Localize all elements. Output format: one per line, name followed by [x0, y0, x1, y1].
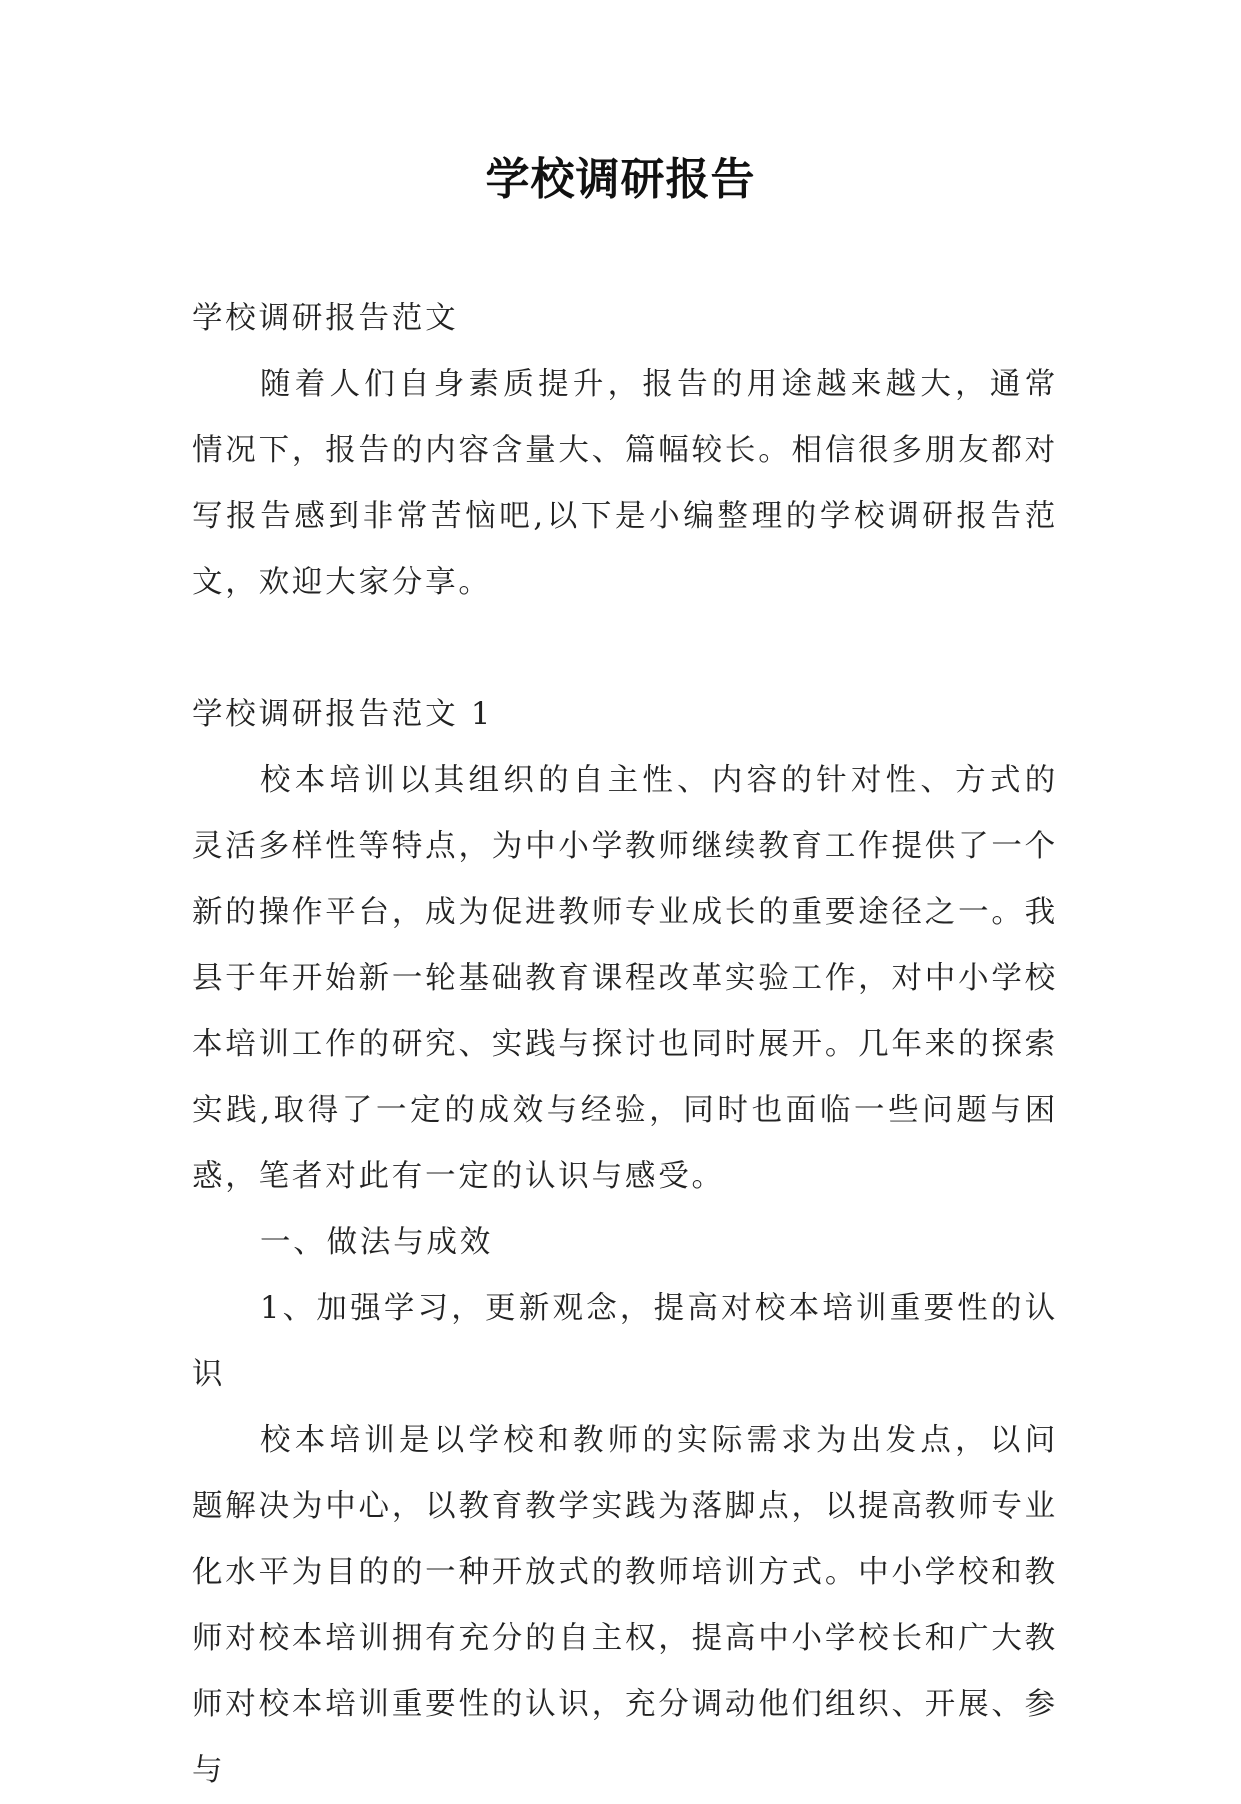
section-heading: 学校调研报告范文 1 [192, 697, 494, 732]
document-title: 学校调研报告 [485, 154, 756, 205]
subheading-paragraph: 一、做法与成效 [260, 1225, 494, 1260]
body-paragraph: 校本培训以其组织的自主性、内容的针对性、方式的灵活多样性等特点，为中小学教师继续教育工作提供了一个新的操作平台，成为促进教师专业成长的重要途径之一。我县于年开始新一轮基础教育课程改革实验工作，对中小学校本培训工作的研究、实践与探讨也同时展开。几年来的探索实践,取得了一定的成效与经验，同时也面临一些问题与困惑，笔者对此有一定的认识与感受。 [192, 763, 1058, 1194]
subtitle-paragraph: 学校调研报告范文 [192, 301, 459, 336]
body-paragraph: 校本培训是以学校和教师的实际需求为出发点，以问题解决为中心，以教育教学实践为落脚点，以提高教师专业化水平为目的的一种开放式的教师培训方式。中小学校和教师对校本培训拥有充分的自主权，提高中小学校长和广大教师对校本培训重要性的认识，充分调动他们组织、开展、参与 [192, 1423, 1058, 1788]
numbered-paragraph: 1、加强学习，更新观念，提高对校本培训重要性的认识 [192, 1291, 1058, 1392]
intro-paragraph: 随着人们自身素质提升，报告的用途越来越大，通常情况下，报告的内容含量大、篇幅较长。相信很多朋友都对写报告感到非常苦恼吧,以下是小编整理的学校调研报告范文，欢迎大家分享。 [192, 367, 1058, 600]
document-body [192, 286, 1058, 1804]
spacer [192, 616, 1058, 682]
